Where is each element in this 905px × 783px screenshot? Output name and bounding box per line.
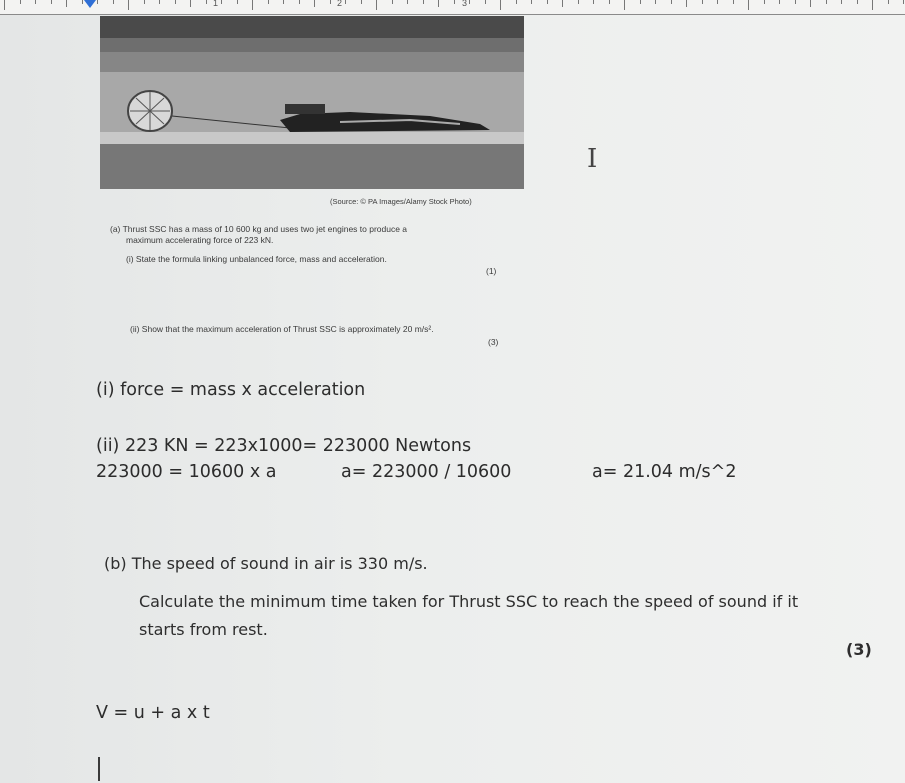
ruler-tick [51, 0, 52, 4]
ruler-tick [841, 0, 842, 4]
text-caret [98, 757, 100, 781]
ruler-tick [206, 0, 207, 4]
ruler-tick [221, 0, 222, 4]
ruler-tick [82, 0, 83, 4]
question-b-line3: starts from rest. [139, 620, 268, 639]
ruler-tick [4, 0, 5, 10]
ruler-tick [531, 0, 532, 4]
ruler-tick [686, 0, 687, 7]
ruler-tick [888, 0, 889, 4]
question-b-line1: (b) The speed of sound in air is 330 m/s. [104, 554, 428, 573]
ruler-tick [578, 0, 579, 4]
ruler-tick [593, 0, 594, 4]
ruler-tick [190, 0, 191, 7]
ruler-tick [268, 0, 269, 4]
ruler-tick [97, 0, 98, 4]
ruler-tick [66, 0, 67, 7]
question-a-part-ii: (ii) Show that the maximum acceleration of Thrust SSC is approximately 20 m/s². [130, 324, 434, 334]
question-a-part-i-marks: (1) [486, 266, 497, 276]
answer-i[interactable]: (i) force = mass x acceleration [96, 380, 366, 400]
ruler-tick [330, 0, 331, 4]
ruler-tick [872, 0, 873, 10]
ruler-indent-marker[interactable] [84, 0, 96, 8]
answer-ii-equation[interactable]: 223000 = 10600 x a [96, 462, 277, 482]
ruler-tick [857, 0, 858, 4]
ruler [0, 0, 905, 15]
ruler-tick [407, 0, 408, 4]
ruler-tick [175, 0, 176, 4]
ruler-tick [562, 0, 563, 7]
thrust-ssc-photo [100, 16, 524, 189]
ruler-tick [299, 0, 300, 4]
ruler-tick [35, 0, 36, 4]
ruler-tick [438, 0, 439, 7]
ruler-tick [795, 0, 796, 4]
ruler-tick [113, 0, 114, 4]
ruler-tick [376, 0, 377, 10]
ruler-tick [671, 0, 672, 4]
ruler-tick [609, 0, 610, 4]
ruler-tick [640, 0, 641, 4]
ruler-tick [392, 0, 393, 4]
ruler-tick [283, 0, 284, 4]
ruler-tick [500, 0, 501, 10]
ruler-tick [345, 0, 346, 4]
ruler-tick [624, 0, 625, 10]
answer-ii-rearranged[interactable]: a= 223000 / 10600 [341, 462, 512, 482]
ruler-tick [454, 0, 455, 4]
question-a-intro-line1: (a) Thrust SSC has a mass of 10 600 kg and uses two jet engines to produce a [110, 224, 408, 234]
ruler-tick [733, 0, 734, 4]
ruler-tick [144, 0, 145, 4]
ruler-tick [717, 0, 718, 4]
question-a-part-ii-marks: (3) [488, 337, 499, 347]
ruler-number: 1 [213, 0, 219, 8]
photo-source-caption: (Source: © PA Images/Alamy Stock Photo) [330, 197, 472, 206]
text-cursor-icon: I [587, 144, 598, 174]
ruler-tick [810, 0, 811, 7]
question-b-marks: (3) [846, 640, 872, 659]
question-a-part-i: (i) State the formula linking unbalanced force, mass and acceleration. [126, 254, 387, 264]
ruler-tick [314, 0, 315, 7]
ruler-tick [423, 0, 424, 4]
ruler-number: 3 [462, 0, 468, 8]
ruler-tick [237, 0, 238, 4]
ruler-tick [748, 0, 749, 10]
ruler-tick [159, 0, 160, 4]
ruler-tick [702, 0, 703, 4]
ruler-tick [252, 0, 253, 10]
ruler-tick [128, 0, 129, 10]
question-a-intro-line2: maximum accelerating force of 223 kN. [126, 235, 274, 245]
ruler-tick [903, 0, 904, 4]
ruler-number: 2 [337, 0, 343, 8]
ruler-tick [516, 0, 517, 4]
ruler-tick [655, 0, 656, 4]
answer-b[interactable]: V = u + a x t [96, 703, 210, 723]
ruler-tick [469, 0, 470, 4]
ruler-tick [764, 0, 765, 4]
ruler-tick [20, 0, 21, 4]
answer-ii-line1[interactable]: (ii) 223 KN = 223x1000= 223000 Newtons [96, 436, 472, 456]
ruler-tick [826, 0, 827, 4]
question-b-line2: Calculate the minimum time taken for Thrust SSC to reach the speed of sound if it [139, 592, 799, 611]
ruler-tick [361, 0, 362, 4]
answer-ii-result[interactable]: a= 21.04 m/s^2 [592, 462, 737, 482]
ruler-tick [547, 0, 548, 4]
ruler-tick [485, 0, 486, 4]
ruler-tick [779, 0, 780, 4]
